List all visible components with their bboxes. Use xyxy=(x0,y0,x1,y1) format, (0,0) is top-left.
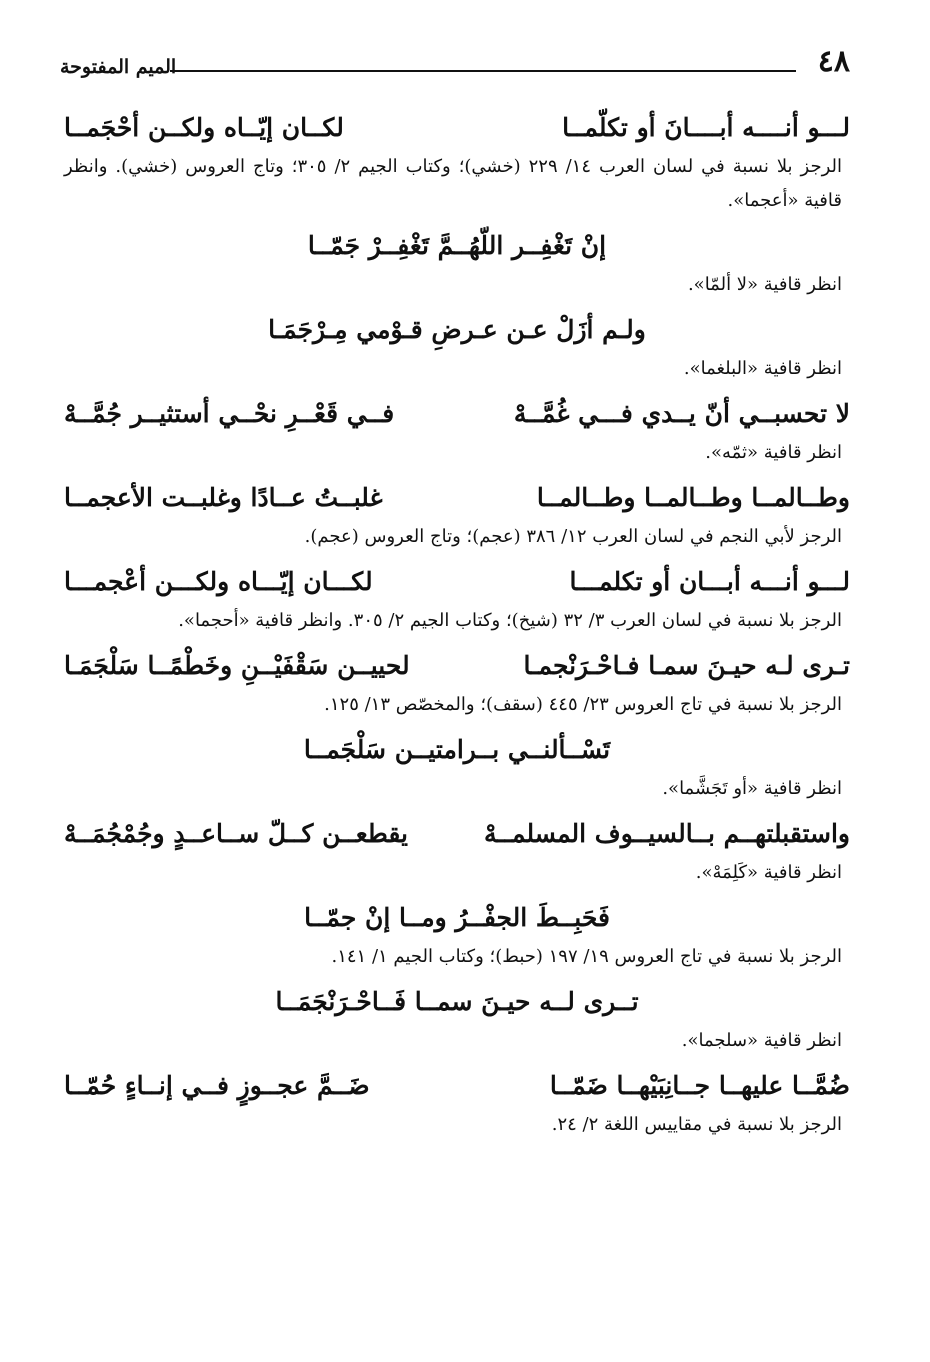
verse-first-hemistich: ضُمَّــا عليهــا جــانِبَيْهــا ضَمّــا xyxy=(549,1071,850,1100)
verse-second-hemistich: لحييــن سَقْفَيْــنِ وخَطْمًــا سَلْجَمَـا xyxy=(64,651,410,680)
verse-couplet xyxy=(64,814,850,854)
source-note: الرجز بلا نسبة في لسان العرب ١٤/ ٢٢٩ (خشي)؛ وكتاب الجيم ٢/ ٣٠٥؛ وتاج العروس (خشي). وانظر قافية «أعجما». xyxy=(64,156,842,211)
verse-second-hemistich: غلبــتُ عــادًا وغلبــت الأعجمــا xyxy=(64,483,383,512)
header-rule xyxy=(170,70,796,72)
verse-couplet xyxy=(64,646,850,686)
page-header xyxy=(60,44,850,84)
verse-text: إنْ تَغْفِــر اللّهُــمَّ تَغْفِــرْ جَمّــا xyxy=(307,231,607,260)
verse-second-hemistich: فــي قَعْــرِ نحْــي أستثيــر جُمَّــهْ xyxy=(64,399,395,428)
source-note: انظر قافية «لا ألمّا». xyxy=(687,274,842,295)
verse-couplet xyxy=(64,108,850,148)
verse-single-line xyxy=(64,982,850,1022)
verse-couplet xyxy=(64,394,850,434)
verse-couplet xyxy=(64,478,850,518)
verse-text: فَحَبِــطَ الجفْــرُ ومــا إنْ جمّــا xyxy=(304,903,610,932)
verse-second-hemistich: لكـــان إيّـــاه ولكـــن أعْجمـــا xyxy=(64,567,373,596)
source-note: الرجز بلا نسبة في تاج العروس ٢٣/ ٤٤٥ (سقف)؛ والمخصّص ١٣/ ١٢٥. xyxy=(324,694,842,715)
source-note: انظر قافية «أو تَجَشَّما». xyxy=(662,778,842,799)
verse-first-hemistich: وطــالمــا وطــالمــا وطــالمــا xyxy=(536,483,850,512)
verse-first-hemistich: لـــو أنـــه أبـــان أو تكلمـــا xyxy=(569,567,850,596)
verse-first-hemistich: لا تحسبــي أنّ يــدي فـــي غُمَّــهْ xyxy=(513,399,850,428)
verse-text: ولـم أزَلْ عـن عـرضِ قـوْمي مِـرْجَمَـا xyxy=(268,315,646,344)
verse-first-hemistich: واستقبلتهــم بــالسيــوف المسلمــهْ xyxy=(483,819,850,848)
source-note: الرجز بلا نسبة في لسان العرب ٣/ ٣٢ (شيخ)؛ وكتاب الجيم ٢/ ٣٠٥. وانظر قافية «أحجما». xyxy=(178,610,842,631)
verse-text: تَسْــألنــي بــرامتيــن سَلْجَمــا xyxy=(303,735,611,764)
verse-couplet xyxy=(64,1066,850,1106)
source-note: انظر قافية «البلغما». xyxy=(683,358,842,379)
source-note: انظر قافية «سلجما». xyxy=(681,1030,842,1051)
verse-first-hemistich: تـرى لـه حيـنَ سمـا فـاحْـرَنْجمـا xyxy=(523,651,850,680)
verse-second-hemistich: يقطعــن كــلّ ســاعــدٍ وجُمْجُمَــهْ xyxy=(64,819,408,848)
source-note: الرجز بلا نسبة في مقاييس اللغة ٢/ ٢٤. xyxy=(551,1114,842,1135)
verse-couplet xyxy=(64,562,850,602)
source-note: انظر قافية «كَلِمَهْ». xyxy=(695,862,842,883)
source-note: انظر قافية «ثمّه». xyxy=(705,442,842,463)
verse-single-line xyxy=(64,898,850,938)
verse-single-line xyxy=(64,730,850,770)
verse-second-hemistich: ضَــمَّ عجــوزٍ فــي إنــاءٍ حُمّــا xyxy=(64,1071,370,1100)
section-title: الميم المفتوحة xyxy=(60,56,177,78)
verse-text: تــرى لــه حيـنَ سمــا فَــاحْـرَنْجَمَــا xyxy=(275,987,639,1016)
verse-second-hemistich: لكــان إيّــاه ولكــن أحْجَمــا xyxy=(64,113,344,142)
verse-first-hemistich: لـــو أنــــه أبــــانَ أو تكلّمــا xyxy=(562,113,850,142)
verse-single-line xyxy=(64,226,850,266)
page-content xyxy=(64,100,850,1142)
page-number: ٤٨ xyxy=(817,44,850,79)
verse-single-line xyxy=(64,310,850,350)
source-note: الرجز لأبي النجم في لسان العرب ١٢/ ٣٨٦ (عجم)؛ وتاج العروس (عجم). xyxy=(304,526,842,547)
source-note: الرجز بلا نسبة في تاج العروس ١٩/ ١٩٧ (حبط)؛ وكتاب الجيم ١/ ١٤١. xyxy=(331,946,842,967)
